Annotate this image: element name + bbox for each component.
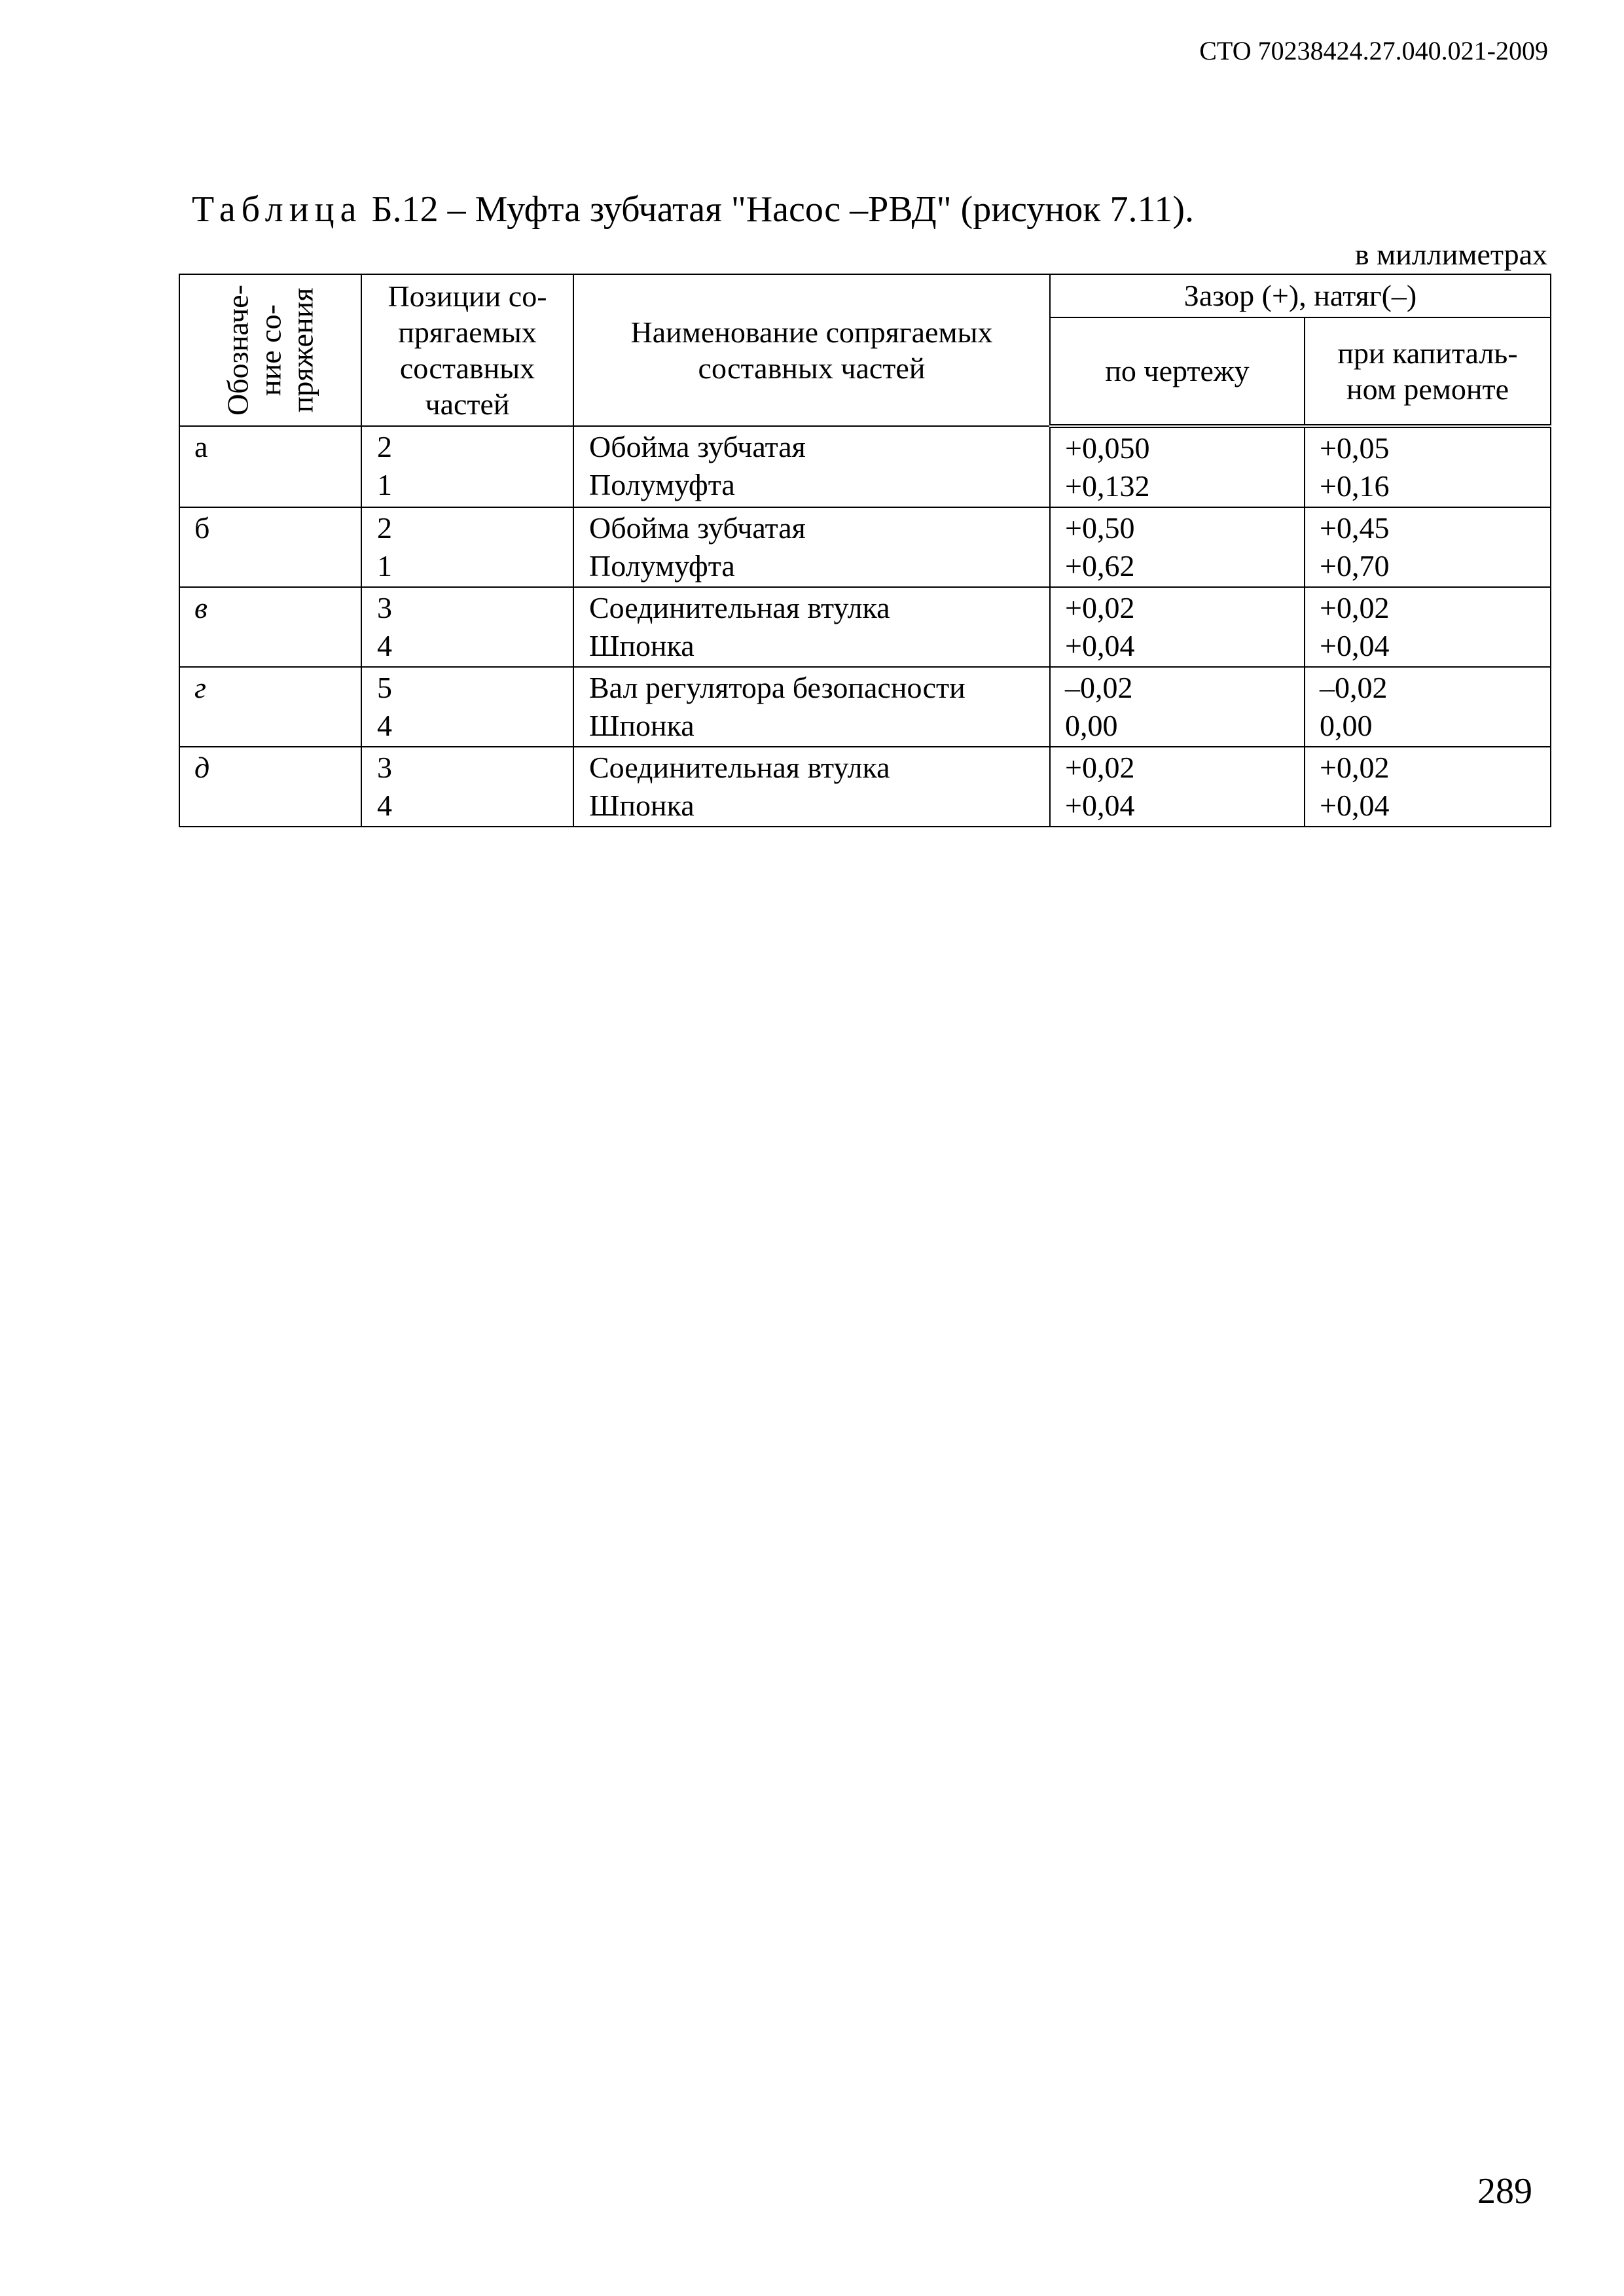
header-gap-group: Зазор (+), натяг(–) [1050,274,1551,317]
table-caption [192,191,1194,228]
cell-part-name: Полумуфта [589,549,735,583]
header-by-drawing: по чертежу [1050,317,1305,426]
cell-part-name-cell [573,667,1050,747]
cell-position-cell [361,426,573,507]
cell-part-name-cell [573,587,1050,667]
cell-at-overhaul: +0,45 [1320,511,1390,545]
cell-by-drawing: 0,00 [1065,709,1118,742]
cell-position-cell [361,507,573,587]
cell-at-overhaul-cell [1305,667,1551,747]
cell-at-overhaul: +0,02 [1320,591,1390,624]
cell-at-overhaul: +0,16 [1320,469,1390,503]
cell-part-name-cell [573,747,1050,827]
table-row [179,587,1551,667]
cell-mark: в [179,587,361,667]
table-caption-label: Таблица [192,189,363,230]
cell-part-name: Обойма зубчатая [589,430,806,463]
cell-by-drawing: –0,02 [1065,671,1133,704]
cell-by-drawing-cell [1050,587,1305,667]
cell-position: 3 [377,591,392,624]
cell-part-name: Шпонка [589,629,695,662]
cell-part-name: Шпонка [589,709,695,742]
cell-by-drawing: +0,050 [1065,431,1150,465]
cell-position-cell [361,667,573,747]
cell-mark: а [179,426,361,507]
cell-mark: б [179,507,361,587]
table-caption-text: Б.12 – Муфта зубчатая "Насос –РВД" (рисунок 7.11). [371,189,1195,230]
cell-position-cell [361,747,573,827]
cell-by-drawing: +0,02 [1065,591,1135,624]
cell-at-overhaul-cell [1305,507,1551,587]
cell-position: 1 [377,549,392,583]
cell-by-drawing-cell [1050,507,1305,587]
cell-by-drawing: +0,62 [1065,549,1135,583]
cell-at-overhaul: 0,00 [1320,709,1373,742]
cell-part-name: Соединительная втулка [589,591,890,624]
cell-part-name: Шпонка [589,789,695,822]
cell-at-overhaul: +0,05 [1320,431,1390,465]
table-row [179,507,1551,587]
cell-part-name-cell [573,507,1050,587]
cell-part-name: Соединительная втулка [589,751,890,784]
header-at-overhaul: при капиталь-ном ремонте [1305,317,1551,426]
header-name: Наименование сопрягаемых составных частей [573,274,1050,426]
cell-part-name: Обойма зубчатая [589,511,806,545]
table-row [179,426,1551,507]
cell-by-drawing: +0,02 [1065,751,1135,784]
cell-by-drawing-cell [1050,667,1305,747]
cell-at-overhaul-cell [1305,426,1551,507]
cell-part-name-cell [573,426,1050,507]
page-number: 289 [1477,2171,1532,2212]
document-code: СТО 70238424.27.040.021-2009 [1199,36,1548,65]
cell-at-overhaul: +0,70 [1320,549,1390,583]
cell-by-drawing: +0,50 [1065,511,1135,545]
units-note: в миллиметрах [1354,238,1547,271]
cell-by-drawing: +0,132 [1065,469,1150,503]
cell-at-overhaul: +0,04 [1320,629,1390,662]
cell-by-drawing-cell [1050,747,1305,827]
header-positions: Позиции со-прягаемых составных частей [361,274,573,426]
cell-position: 4 [377,629,392,662]
cell-position-cell [361,587,573,667]
cell-part-name: Вал регулятора безопасности [589,671,965,704]
cell-at-overhaul: +0,04 [1320,789,1390,822]
cell-position: 4 [377,709,392,742]
header-mark-text: Обозначе-ние со-пряжения [221,285,319,416]
cell-at-overhaul-cell [1305,587,1551,667]
cell-by-drawing: +0,04 [1065,789,1135,822]
cell-position: 2 [377,430,392,463]
table-row [179,747,1551,827]
cell-position: 3 [377,751,392,784]
table-row [179,667,1551,747]
cell-at-overhaul: +0,02 [1320,751,1390,784]
cell-position: 5 [377,671,392,704]
cell-position: 1 [377,468,392,501]
cell-position: 4 [377,789,392,822]
cell-mark: г [179,667,361,747]
cell-by-drawing: +0,04 [1065,629,1135,662]
cell-position: 2 [377,511,392,545]
cell-by-drawing-cell [1050,426,1305,507]
cell-at-overhaul: –0,02 [1320,671,1388,704]
cell-part-name: Полумуфта [589,468,735,501]
header-mark [179,274,361,426]
cell-mark: д [179,747,361,827]
cell-at-overhaul-cell [1305,747,1551,827]
gap-interference-table [179,274,1551,827]
